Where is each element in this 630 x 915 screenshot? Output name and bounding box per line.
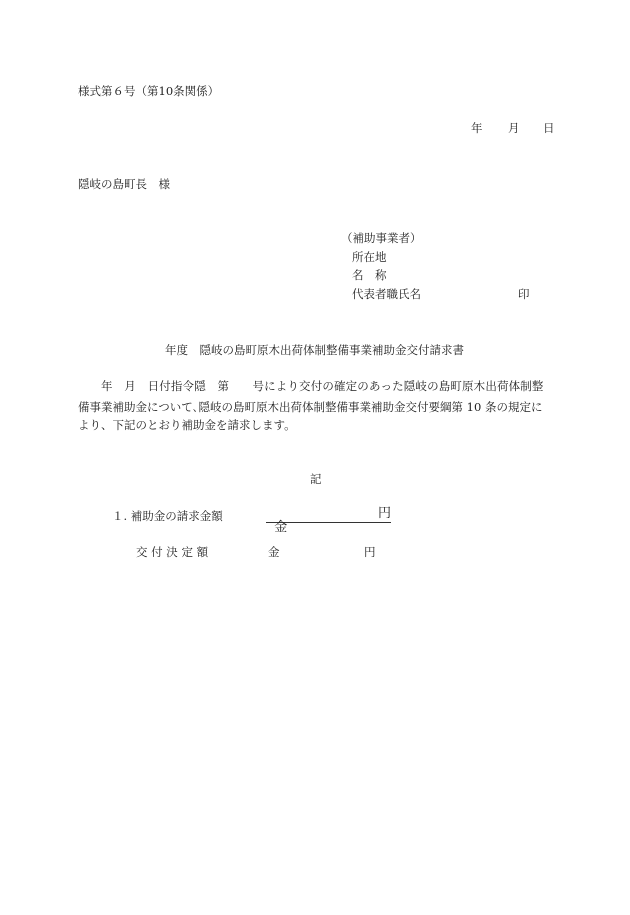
body-line-2: 備事業補助金について､隠岐の島町原木出荷体制整備事業補助金交付要綱第 10 条の規定に xyxy=(78,400,543,414)
representative-label: 代表者職氏名 xyxy=(352,287,421,301)
address-label: 所在地 xyxy=(352,250,387,264)
body-line-3: より、下記のとおり補助金を請求します。 xyxy=(78,418,296,432)
seal-mark: 印 xyxy=(518,287,530,301)
requested-amount-label: １. 補助金の請求金額 xyxy=(112,509,223,523)
decided-amount-prefix: 金 xyxy=(268,545,280,559)
form-number: 様式第６号（第10条関係） xyxy=(78,84,220,98)
decided-amount-suffix: 円 xyxy=(364,545,376,559)
date-month: 月 xyxy=(508,121,520,135)
applicant-heading: （補助事業者） xyxy=(341,231,422,245)
document-title: 年度 隠岐の島町原木出荷体制整備事業補助金交付請求書 xyxy=(165,343,464,357)
requested-amount-prefix: 金 xyxy=(274,520,288,535)
ki-heading: 記 xyxy=(310,472,322,486)
date-day: 日 xyxy=(543,121,555,135)
decided-amount-label: 交 付 決 定 額 xyxy=(136,545,209,559)
body-line-1: 年 月 日付指令隠 第 号により交付の確定のあった隠岐の島町原木出荷体制整 xyxy=(101,379,544,393)
name-label: 名 称 xyxy=(352,268,387,282)
addressee: 隠岐の島町長 様 xyxy=(78,177,170,191)
requested-amount-field xyxy=(266,506,391,535)
requested-amount-suffix: 円 xyxy=(377,506,391,521)
date-year: 年 xyxy=(471,121,483,135)
